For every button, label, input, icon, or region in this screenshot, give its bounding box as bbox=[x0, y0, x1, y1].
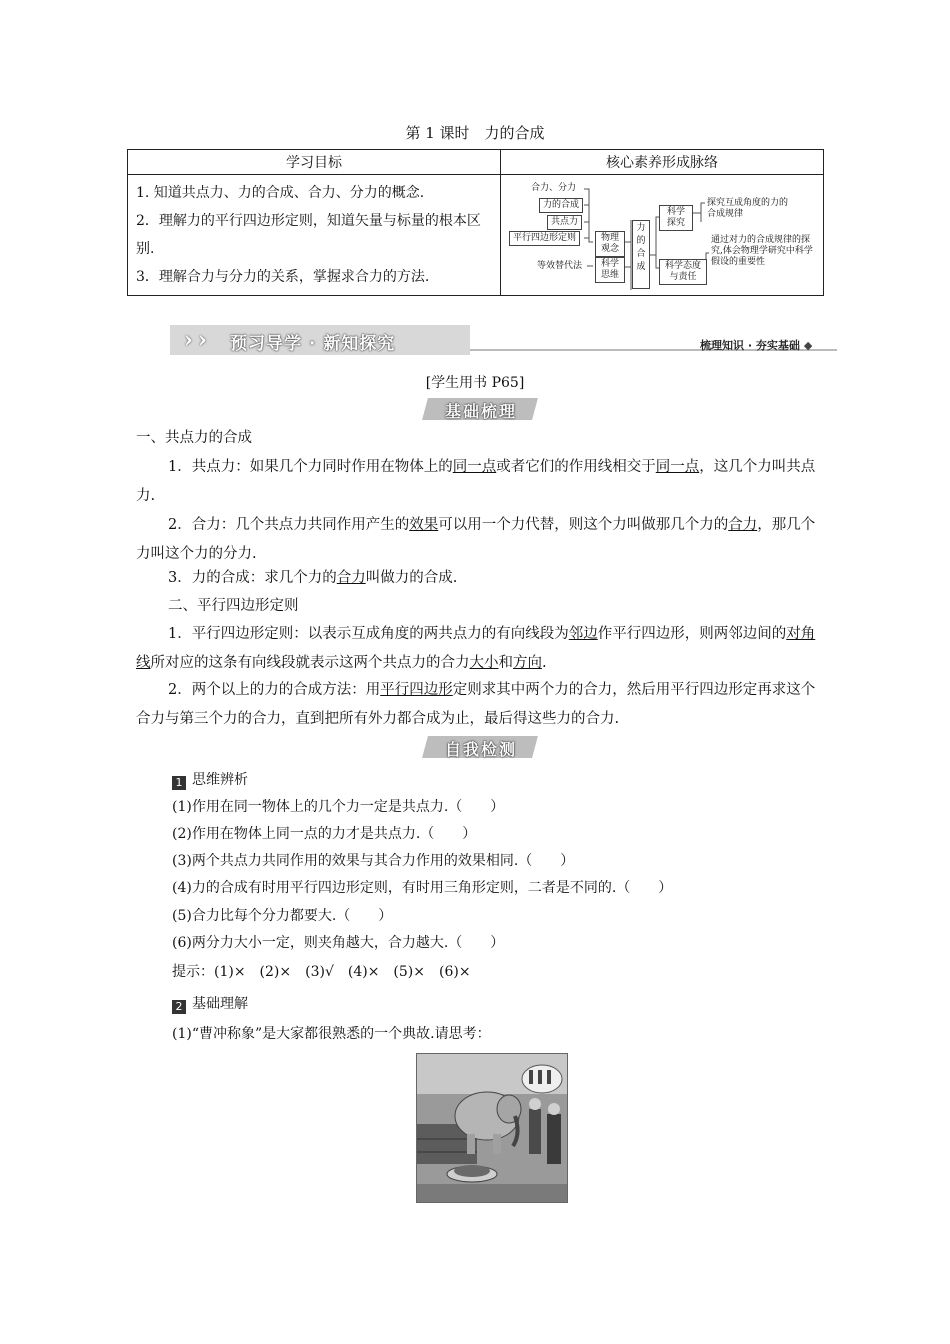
mm-left-2: 共点力 bbox=[547, 215, 582, 230]
heading-1: 一、共点力的合成 bbox=[136, 430, 252, 446]
book-reference: [学生用书 P65] bbox=[425, 375, 525, 391]
subsection-title: 自我检测 bbox=[445, 740, 518, 759]
goal-item: 2．理解力的平行四边形定则，知道矢量与标量的根本区别. bbox=[136, 213, 481, 257]
paragraph-2: 2．合力：几个共点力共同作用产生的效果可以用一个力代替，则这个力叫做那几个力的合力，那几个力叫这个力的分力. bbox=[136, 517, 816, 562]
paragraph-1: 1．共点力：如果几个力同时作用在物体上的同一点或者它们的作用线相交于同一点，这几个力叫共点力. bbox=[136, 459, 816, 504]
mm-left-1: 力的合成 bbox=[539, 198, 583, 213]
concept-mindmap bbox=[501, 175, 823, 295]
lesson-title: 第 1 课时 力的合成 bbox=[405, 124, 545, 142]
mm-left-0: 合力、分力 bbox=[531, 183, 577, 193]
question-1-title: 思维辨析 bbox=[192, 772, 248, 788]
section-banner-right-text: 梳理知识 · 夯实基础 bbox=[700, 339, 800, 352]
diamond-icon: ◆ bbox=[803, 339, 813, 352]
mindmap-header: 核心素养形成脉络 bbox=[501, 150, 824, 175]
mm-right-text-0: 探究互成角度的力的合成规律 bbox=[707, 198, 789, 219]
check-item: (3)两个共点力共同作用的效果与其合力作用的效果相同.（ ） bbox=[172, 853, 575, 869]
section-banner bbox=[170, 325, 470, 355]
section-banner-title: 预习导学 · 新知探究 bbox=[230, 334, 396, 354]
paragraph-3: 3．力的合成：求几个力的合力叫做力的合成. bbox=[168, 570, 458, 586]
question-2-title: 基础理解 bbox=[192, 996, 248, 1012]
heading-2: 二、平行四边形定则 bbox=[168, 598, 299, 614]
check-item: (2)作用在物体上同一点的力才是共点力.（ ） bbox=[172, 826, 477, 842]
goals-list bbox=[128, 175, 500, 295]
goals-table bbox=[127, 149, 824, 296]
number-badge: 1 bbox=[172, 776, 186, 790]
goal-item: 1. 知道共点力、力的合成、合力、分力的概念. bbox=[136, 185, 425, 201]
question-2-header bbox=[172, 994, 248, 1014]
mm-center: 力的合成 bbox=[632, 220, 650, 289]
subsection-title: 基础梳理 bbox=[445, 402, 518, 421]
question-2-text: (1)“曹冲称象”是大家都很熟悉的一个典故.请思考： bbox=[172, 1026, 491, 1042]
answer-hint: 提示：(1)× (2)× (3)√ (4)× (5)× (6)× bbox=[172, 964, 471, 980]
mm-right-text-1: 通过对力的合成规律的探究,体会物理学研究中科学假设的重要性 bbox=[711, 235, 813, 267]
check-item: (1)作用在同一物体上的几个力一定是共点力.（ ） bbox=[172, 799, 505, 815]
section-banner-subtitle bbox=[700, 337, 812, 353]
mm-mid-0: 物理观念 bbox=[595, 231, 625, 257]
mm-mid-1: 科学思维 bbox=[595, 257, 625, 283]
mm-right-0: 科学探究 bbox=[659, 205, 693, 231]
goal-item: 3．理解合力与分力的关系，掌握求合力的方法. bbox=[136, 269, 430, 285]
check-item: (6)两分力大小一定，则夹角越大，合力越大.（ ） bbox=[172, 935, 505, 951]
paragraph-4: 1．平行四边形定则：以表示互成角度的两共点力的有向线段为邻边作平行四边形，则两邻边间的对角线所对应的这条有向线段就表示这两个共点力的合力大小和方向. bbox=[136, 626, 816, 671]
number-badge: 2 bbox=[172, 1000, 186, 1014]
goals-header: 学习目标 bbox=[128, 150, 501, 175]
elephant-illustration bbox=[416, 1053, 568, 1203]
paragraph-5: 2．两个以上的力的合成方法：用平行四边形定则求其中两个力的合力，然后用平行四边形定再求这个合力与第三个力的合力，直到把所有外力都合成为止，最后得这些力的合力. bbox=[136, 682, 816, 727]
check-item: (4)力的合成有时用平行四边形定则，有时用三角形定则，二者是不同的.（ ） bbox=[172, 880, 673, 896]
chevron-right-icon: › bbox=[198, 327, 207, 353]
mm-left-3: 平行四边形定则 bbox=[509, 231, 580, 246]
check-item: (5)合力比每个分力都要大.（ ） bbox=[172, 908, 393, 924]
chevron-right-icon: › bbox=[184, 327, 193, 353]
mm-right-1: 科学态度与责任 bbox=[659, 259, 707, 285]
mm-left-4: 等效替代法 bbox=[537, 261, 583, 271]
subsection-tag-2 bbox=[425, 736, 535, 758]
question-1-header bbox=[172, 770, 248, 790]
subsection-tag-1 bbox=[425, 398, 535, 420]
